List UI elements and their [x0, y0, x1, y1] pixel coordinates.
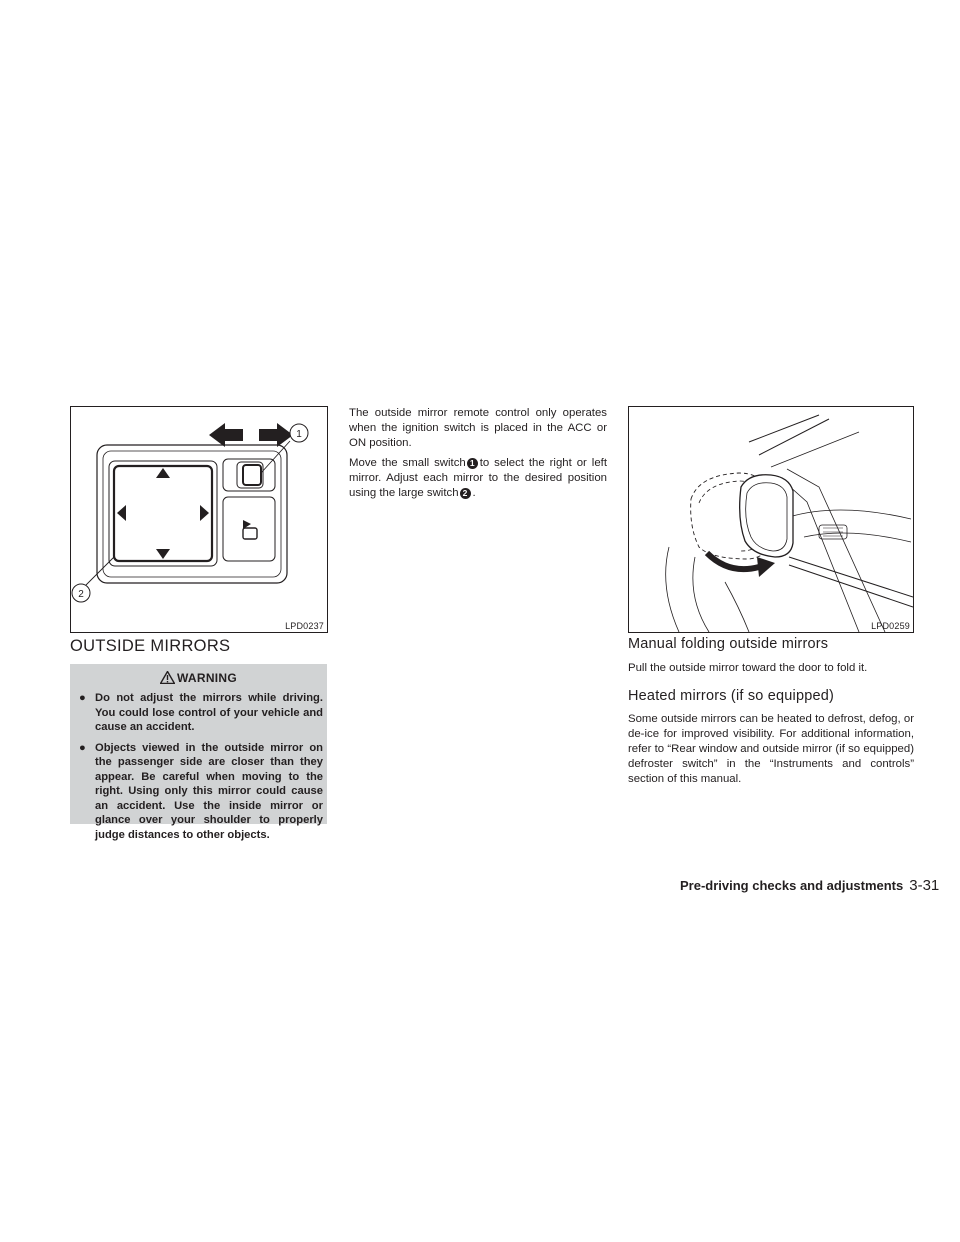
figure-code: LPD0259: [871, 621, 910, 631]
chapter-title: Pre-driving checks and adjustments: [680, 878, 904, 893]
remote-control-paragraph: The outside mirror remote control only operates when the ignition switch is placed in the ACC or ON position.: [349, 407, 607, 449]
folding-text: Pull the outside mirror toward the door to fold it.: [628, 662, 868, 674]
warning-list: [78, 691, 323, 848]
up-arrow-icon: [156, 468, 170, 478]
right-arrow-icon: [200, 505, 209, 521]
mirror-icon: [243, 520, 257, 539]
warning-item: ● Do not adjust the mirrors while driving. You could lose control of your vehicle and cause an accident.: [79, 692, 323, 733]
mirror-switch-illustration: [71, 407, 327, 632]
page-footer: [680, 877, 940, 894]
section-title: OUTSIDE MIRRORS: [70, 637, 231, 655]
left-arrow-icon: [117, 505, 126, 521]
folding-mirror-illustration: [629, 407, 913, 632]
warning-heading: [70, 671, 327, 687]
folding-mirror-figure: [628, 406, 914, 633]
heated-heading: Heated mirrors (if so equipped): [628, 688, 835, 704]
callout-1: 1: [296, 429, 302, 440]
heated-text: Some outside mirrors can be heated to defrost, defog, or de-ice for improved visibility. For additional information, refer to “Rear window and outside mirror (if so equipped) defroster switch” in the “Instruments and controls” section of this manual.: [628, 713, 914, 785]
mirror-switch-figure: [70, 406, 328, 633]
left-right-arrows-icon: [209, 423, 293, 447]
folding-mirror-icon: [740, 475, 793, 557]
down-arrow-icon: [156, 549, 170, 559]
callout-2: 2: [78, 589, 84, 600]
warning-triangle-icon: [160, 671, 175, 687]
warning-box: [70, 664, 327, 841]
callout-1-inline: 1: [467, 458, 478, 469]
warning-heading-text: WARNING: [176, 671, 238, 685]
warning-item: ● Objects viewed in the outside mirror on the passenger side are closer than they appear. Be careful when moving to the right. Using only this mirror could cause an accident. Use the inside mirror or glance over your shoulder to properly judge distances to other objects.: [79, 741, 323, 841]
figure-code: LPD0237: [285, 621, 324, 631]
fold-arrow-icon: [707, 553, 775, 577]
page-number: 3-31: [909, 877, 940, 894]
callout-2-inline: 2: [460, 488, 471, 499]
folding-heading: Manual folding outside mirrors: [628, 636, 829, 652]
switch-paragraph: Move the small switch 1 to select the right or left mirror. Adjust each mirror to the desired position using the large switch 2 .: [349, 457, 607, 499]
